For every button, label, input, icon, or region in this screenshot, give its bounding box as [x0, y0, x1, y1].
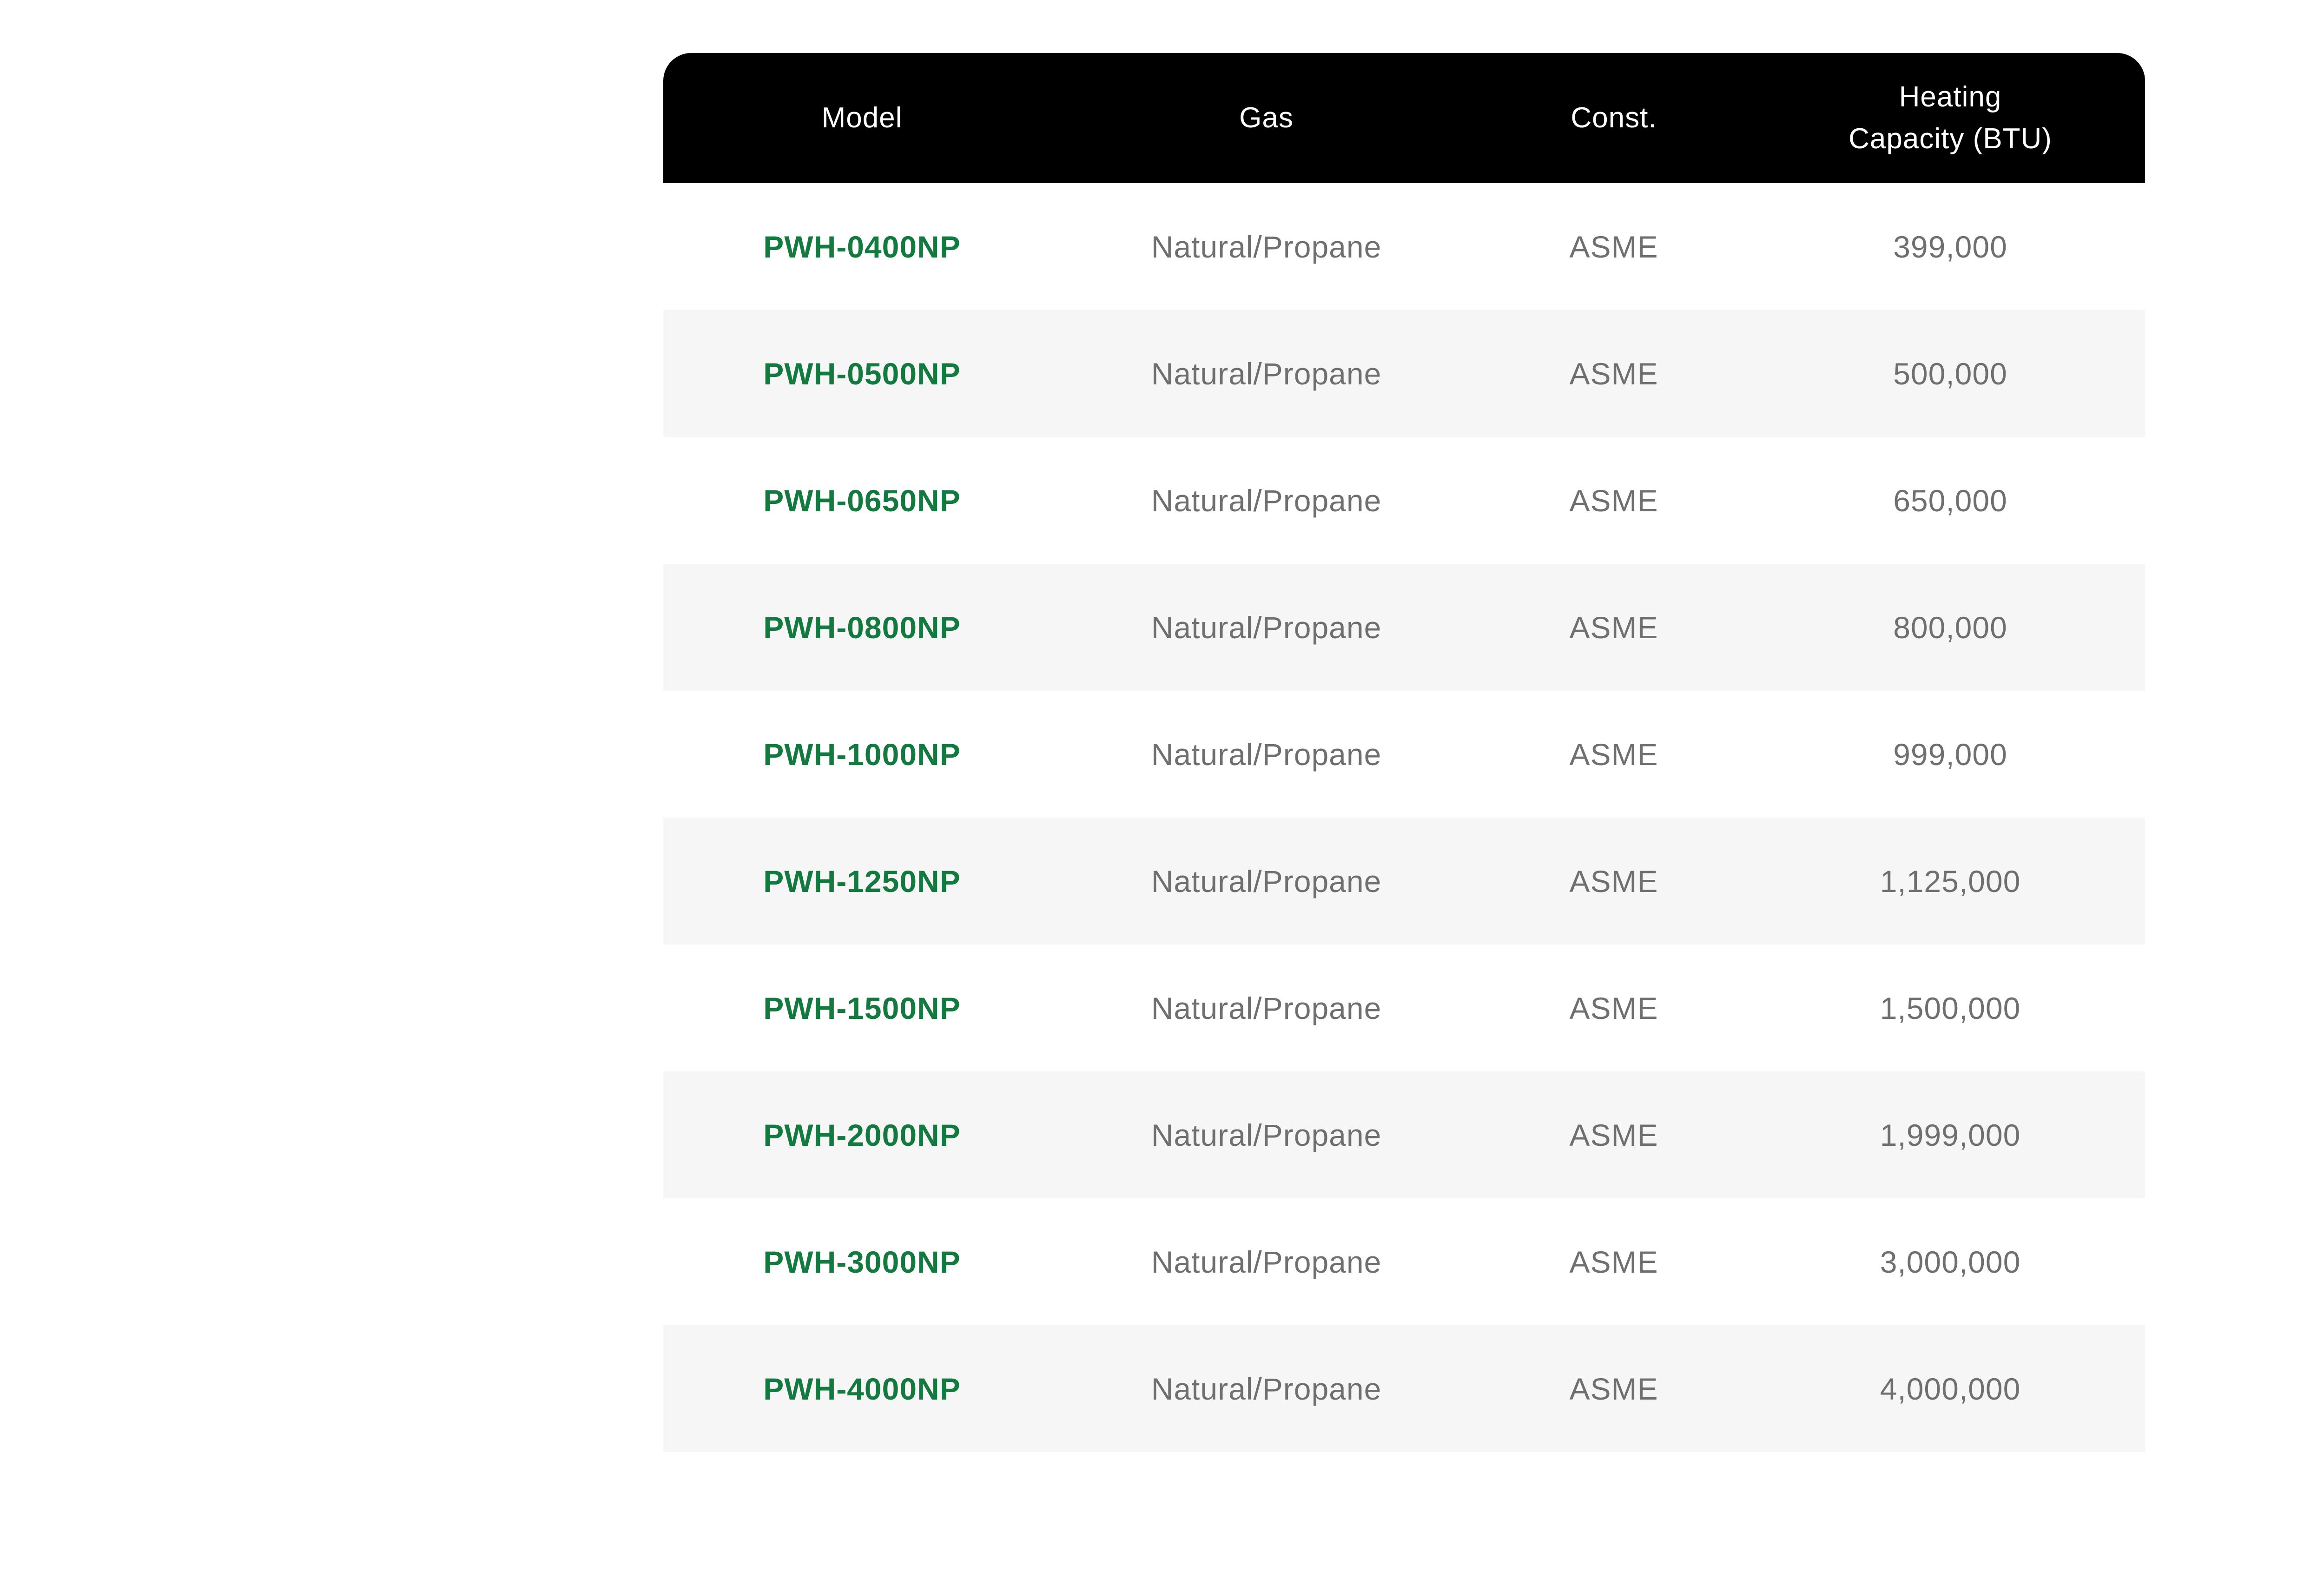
const-cell: ASME — [1472, 818, 1756, 945]
capacity-cell: 999,000 — [1756, 691, 2145, 818]
header-capacity — [1756, 53, 2145, 183]
table-row — [663, 1071, 2145, 1198]
table-row — [663, 437, 2145, 564]
const-cell: ASME — [1472, 437, 1756, 564]
table-row — [663, 691, 2145, 818]
gas-cell: Natural/Propane — [1061, 1325, 1472, 1452]
table-row — [663, 945, 2145, 1071]
capacity-cell: 3,000,000 — [1756, 1198, 2145, 1325]
table-row — [663, 1198, 2145, 1325]
table-header-row — [663, 53, 2145, 183]
model-cell: PWH-0650NP — [663, 437, 1061, 564]
table-row — [663, 564, 2145, 691]
const-cell: ASME — [1472, 691, 1756, 818]
gas-cell: Natural/Propane — [1061, 818, 1472, 945]
const-cell: ASME — [1472, 945, 1756, 1071]
model-cell: PWH-1500NP — [663, 945, 1061, 1071]
const-cell: ASME — [1472, 1325, 1756, 1452]
header-capacity-line2: Capacity (BTU) — [1849, 123, 2052, 155]
model-cell: PWH-0400NP — [663, 183, 1061, 310]
header-model: Model — [663, 53, 1061, 183]
capacity-cell: 1,999,000 — [1756, 1071, 2145, 1198]
model-cell: PWH-2000NP — [663, 1071, 1061, 1198]
capacity-cell: 1,125,000 — [1756, 818, 2145, 945]
table-row — [663, 310, 2145, 437]
const-cell: ASME — [1472, 1071, 1756, 1198]
gas-cell: Natural/Propane — [1061, 310, 1472, 437]
const-cell: ASME — [1472, 1198, 1756, 1325]
gas-cell: Natural/Propane — [1061, 691, 1472, 818]
capacity-cell: 800,000 — [1756, 564, 2145, 691]
header-const: Const. — [1472, 53, 1756, 183]
header-capacity-line1: Heating — [1899, 81, 2002, 113]
table-row — [663, 1325, 2145, 1452]
header-gas: Gas — [1061, 53, 1472, 183]
model-cell: PWH-3000NP — [663, 1198, 1061, 1325]
model-cell: PWH-1250NP — [663, 818, 1061, 945]
gas-cell: Natural/Propane — [1061, 183, 1472, 310]
table-row — [663, 183, 2145, 310]
capacity-cell: 399,000 — [1756, 183, 2145, 310]
capacity-cell: 500,000 — [1756, 310, 2145, 437]
gas-cell: Natural/Propane — [1061, 437, 1472, 564]
gas-cell: Natural/Propane — [1061, 1198, 1472, 1325]
spec-table-container — [663, 53, 2145, 1452]
gas-cell: Natural/Propane — [1061, 945, 1472, 1071]
table-row — [663, 818, 2145, 945]
capacity-cell: 650,000 — [1756, 437, 2145, 564]
const-cell: ASME — [1472, 564, 1756, 691]
model-cell: PWH-4000NP — [663, 1325, 1061, 1452]
const-cell: ASME — [1472, 183, 1756, 310]
gas-cell: Natural/Propane — [1061, 1071, 1472, 1198]
capacity-cell: 1,500,000 — [1756, 945, 2145, 1071]
spec-table — [663, 53, 2145, 1452]
gas-cell: Natural/Propane — [1061, 564, 1472, 691]
model-cell: PWH-0500NP — [663, 310, 1061, 437]
capacity-cell: 4,000,000 — [1756, 1325, 2145, 1452]
model-cell: PWH-1000NP — [663, 691, 1061, 818]
model-cell: PWH-0800NP — [663, 564, 1061, 691]
const-cell: ASME — [1472, 310, 1756, 437]
